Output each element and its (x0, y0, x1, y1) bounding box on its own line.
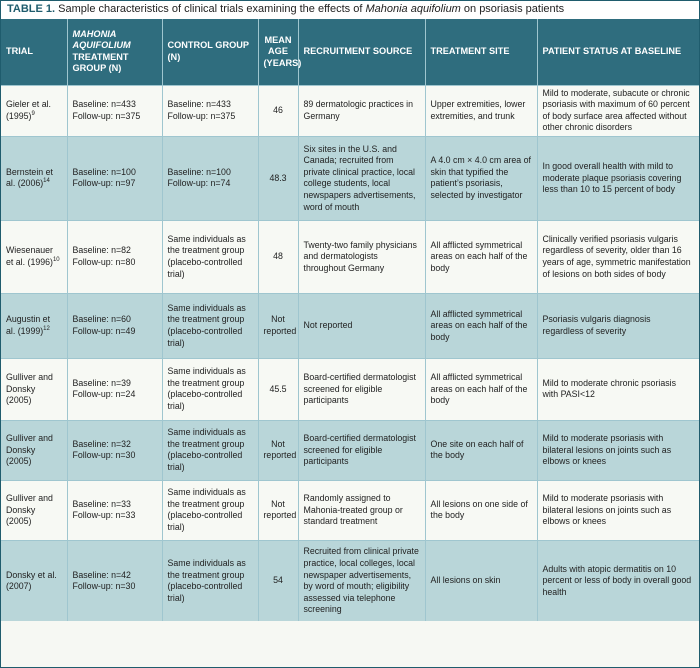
treatment-count: Follow-up: n=97 (72, 178, 136, 189)
cell-control-group (162, 358, 258, 420)
treatment-count: Baseline: n=32 (72, 438, 131, 449)
trial-name: Gieler et al. (1995) (6, 99, 51, 121)
treatment-count: Follow-up: n=80 (72, 256, 136, 267)
cell-treatment-group (67, 85, 162, 136)
table-row (1, 358, 699, 420)
cell-treatment-site: All lesions on one side of the body (425, 480, 537, 540)
cell-trial (1, 85, 67, 136)
cell-recruitment: Board-certified dermatologist screened for eligible participants (298, 358, 425, 420)
cell-patient-status: Clinically verified psoriasis vulgaris regardless of severity, older than 16 years of age, symmetric manifestation of lesions on both sides of body (537, 220, 699, 293)
treatment-count: Follow-up: n=375 (72, 110, 141, 121)
control-count: Baseline: n=433 (167, 99, 231, 110)
header-mean-age: MEAN AGE (YEARS) (258, 19, 298, 85)
header-treatment-rest: TREATMENT GROUP (N) (72, 51, 129, 74)
table-row (1, 480, 699, 540)
header-treatment-site: TREATMENT SITE (425, 19, 537, 85)
header-recruitment: RECRUITMENT SOURCE (298, 19, 425, 85)
table-row (1, 136, 699, 220)
treatment-count: Baseline: n=60 (72, 314, 131, 325)
cell-patient-status: Mild to moderate psoriasis with bilateral lesions on joints such as elbows or knees (537, 420, 699, 480)
cell-treatment-group (67, 540, 162, 621)
header-control-group: CONTROL GROUP (N) (162, 19, 258, 85)
trial-name: Bernstein et al. (2006) (6, 166, 53, 189)
trials-table (1, 19, 699, 621)
cell-mean-age: 45.5 (258, 358, 298, 420)
cell-patient-status: Mild to moderate chronic psoriasis with PASI<12 (537, 358, 699, 420)
cell-treatment-site: One site on each half of the body (425, 420, 537, 480)
cell-recruitment: Recruited from clinical private practice, local colleges, local newspaper advertisements, by word of mouth; eligibility assessed via telephone screening (298, 540, 425, 621)
cell-patient-status: Mild to moderate psoriasis with bilateral lesions on joints such as elbows or knees (537, 480, 699, 540)
cell-mean-age: 46 (258, 85, 298, 136)
cell-treatment-site: Upper extremities, lower extremities, and trunk (425, 85, 537, 136)
cell-control-group (162, 85, 258, 136)
control-count: Same individuals as the treatment group (placebo-controlled trial) (167, 487, 246, 533)
table-label: TABLE 1. (7, 3, 56, 15)
cell-treatment-site: All afflicted symmetrical areas on each half of the body (425, 358, 537, 420)
control-count: Follow-up: n=74 (167, 178, 231, 189)
table-row (1, 540, 699, 621)
control-count: Follow-up: n=375 (167, 110, 236, 121)
treatment-count: Baseline: n=42 (72, 569, 131, 580)
table-caption (1, 1, 699, 19)
cell-mean-age: 48 (258, 220, 298, 293)
cell-treatment-group (67, 136, 162, 220)
table-row (1, 85, 699, 136)
cell-control-group (162, 136, 258, 220)
cell-trial (1, 480, 67, 540)
cell-patient-status: In good overall health with mild to moderate plaque psoriasis covering less than 10 to 15 percent of body (537, 136, 699, 220)
cell-treatment-site: A 4.0 cm × 4.0 cm area of skin that typified the patient’s psoriasis, selected by investigator (425, 136, 537, 220)
cell-treatment-site: All afflicted symmetrical areas on each half of the body (425, 220, 537, 293)
cell-trial (1, 220, 67, 293)
caption-text-after: on psoriasis patients (460, 3, 565, 15)
treatment-count: Follow-up: n=49 (72, 325, 136, 336)
treatment-count: Baseline: n=82 (72, 245, 131, 256)
cell-control-group (162, 293, 258, 358)
treatment-count: Baseline: n=433 (72, 99, 136, 110)
cell-control-group (162, 220, 258, 293)
trial-name: Wiesenauer et al. (1996) (6, 245, 53, 267)
cell-mean-age: 48.3 (258, 136, 298, 220)
cell-trial (1, 420, 67, 480)
trial-name: Donsky et al. (2007) (6, 569, 57, 592)
treatment-count: Follow-up: n=30 (72, 450, 136, 461)
cell-control-group (162, 480, 258, 540)
header-treatment-group (67, 19, 162, 85)
header-row (1, 19, 699, 85)
cell-treatment-group (67, 220, 162, 293)
control-count: Same individuals as the treatment group (placebo-controlled trial) (167, 366, 246, 412)
cell-trial (1, 540, 67, 621)
treatment-count: Baseline: n=33 (72, 498, 131, 509)
table-body (1, 85, 699, 621)
cell-patient-status: Mild to moderate, subacute or chronic psoriasis with maximum of 60 percent of body surface area affected without other chronic disorders (537, 85, 699, 136)
table-row (1, 420, 699, 480)
cell-trial (1, 358, 67, 420)
treatment-count: Baseline: n=100 (72, 166, 136, 177)
cell-recruitment: Six sites in the U.S. and Canada; recruited from private clinical practice, local college students, local newspapers advertisements, word of mouth (298, 136, 425, 220)
trial-reference: 12 (43, 326, 50, 333)
cell-mean-age: 54 (258, 540, 298, 621)
trial-name: Gulliver and Donsky (2005) (6, 372, 53, 406)
control-count: Baseline: n=100 (167, 166, 231, 177)
cell-control-group (162, 420, 258, 480)
table-row (1, 293, 699, 358)
cell-recruitment: 89 dermatologic practices in Germany (298, 85, 425, 136)
cell-mean-age: Not reported (258, 293, 298, 358)
trial-reference: 9 (31, 110, 35, 117)
cell-mean-age: Not reported (258, 420, 298, 480)
trial-reference: 10 (52, 257, 60, 264)
header-trial: TRIAL (1, 19, 67, 85)
cell-patient-status: Psoriasis vulgaris diagnosis regardless of severity (537, 293, 699, 358)
cell-control-group (162, 540, 258, 621)
cell-treatment-group (67, 293, 162, 358)
cell-treatment-group (67, 420, 162, 480)
cell-recruitment: Twenty-two family physicians and dermatologists throughout Germany (298, 220, 425, 293)
trial-name: Gulliver and Donsky (2005) (6, 433, 53, 467)
cell-mean-age: Not reported (258, 480, 298, 540)
control-count: Same individuals as the treatment group (placebo-controlled trial) (167, 557, 246, 603)
cell-treatment-group (67, 480, 162, 540)
cell-treatment-group (67, 358, 162, 420)
cell-recruitment: Not reported (298, 293, 425, 358)
caption-italic-species: Mahonia aquifolium (365, 3, 461, 15)
cell-patient-status: Adults with atopic dermatitis on 10 percent or less of body in overall good health (537, 540, 699, 621)
trial-reference: 14 (43, 178, 50, 185)
control-count: Same individuals as the treatment group (placebo-controlled trial) (167, 302, 246, 348)
table-row (1, 220, 699, 293)
cell-recruitment: Randomly assigned to Mahonia-treated group or standard treatment (298, 480, 425, 540)
treatment-count: Baseline: n=39 (72, 377, 131, 388)
header-treatment-italic: MAHONIA AQUIFOLIUM (72, 28, 131, 51)
cell-treatment-site: All lesions on skin (425, 540, 537, 621)
treatment-count: Follow-up: n=30 (72, 581, 136, 592)
treatment-count: Follow-up: n=24 (72, 389, 136, 400)
cell-recruitment: Board-certified dermatologist screened for eligible participants (298, 420, 425, 480)
header-patient-status: PATIENT STATUS AT BASELINE (537, 19, 699, 85)
control-count: Same individuals as the treatment group (placebo-controlled trial) (167, 427, 246, 473)
cell-treatment-site: All afflicted symmetrical areas on each half of the body (425, 293, 537, 358)
trial-name: Augustin et al. (1999) (6, 314, 51, 336)
control-count: Same individuals as the treatment group (placebo-controlled trial) (167, 233, 246, 279)
treatment-count: Follow-up: n=33 (72, 510, 136, 521)
cell-trial (1, 293, 67, 358)
cell-trial (1, 136, 67, 220)
trial-name: Gulliver and Donsky (2005) (6, 493, 53, 527)
caption-text-before: Sample characteristics of clinical trials examining the effects of (55, 3, 366, 15)
